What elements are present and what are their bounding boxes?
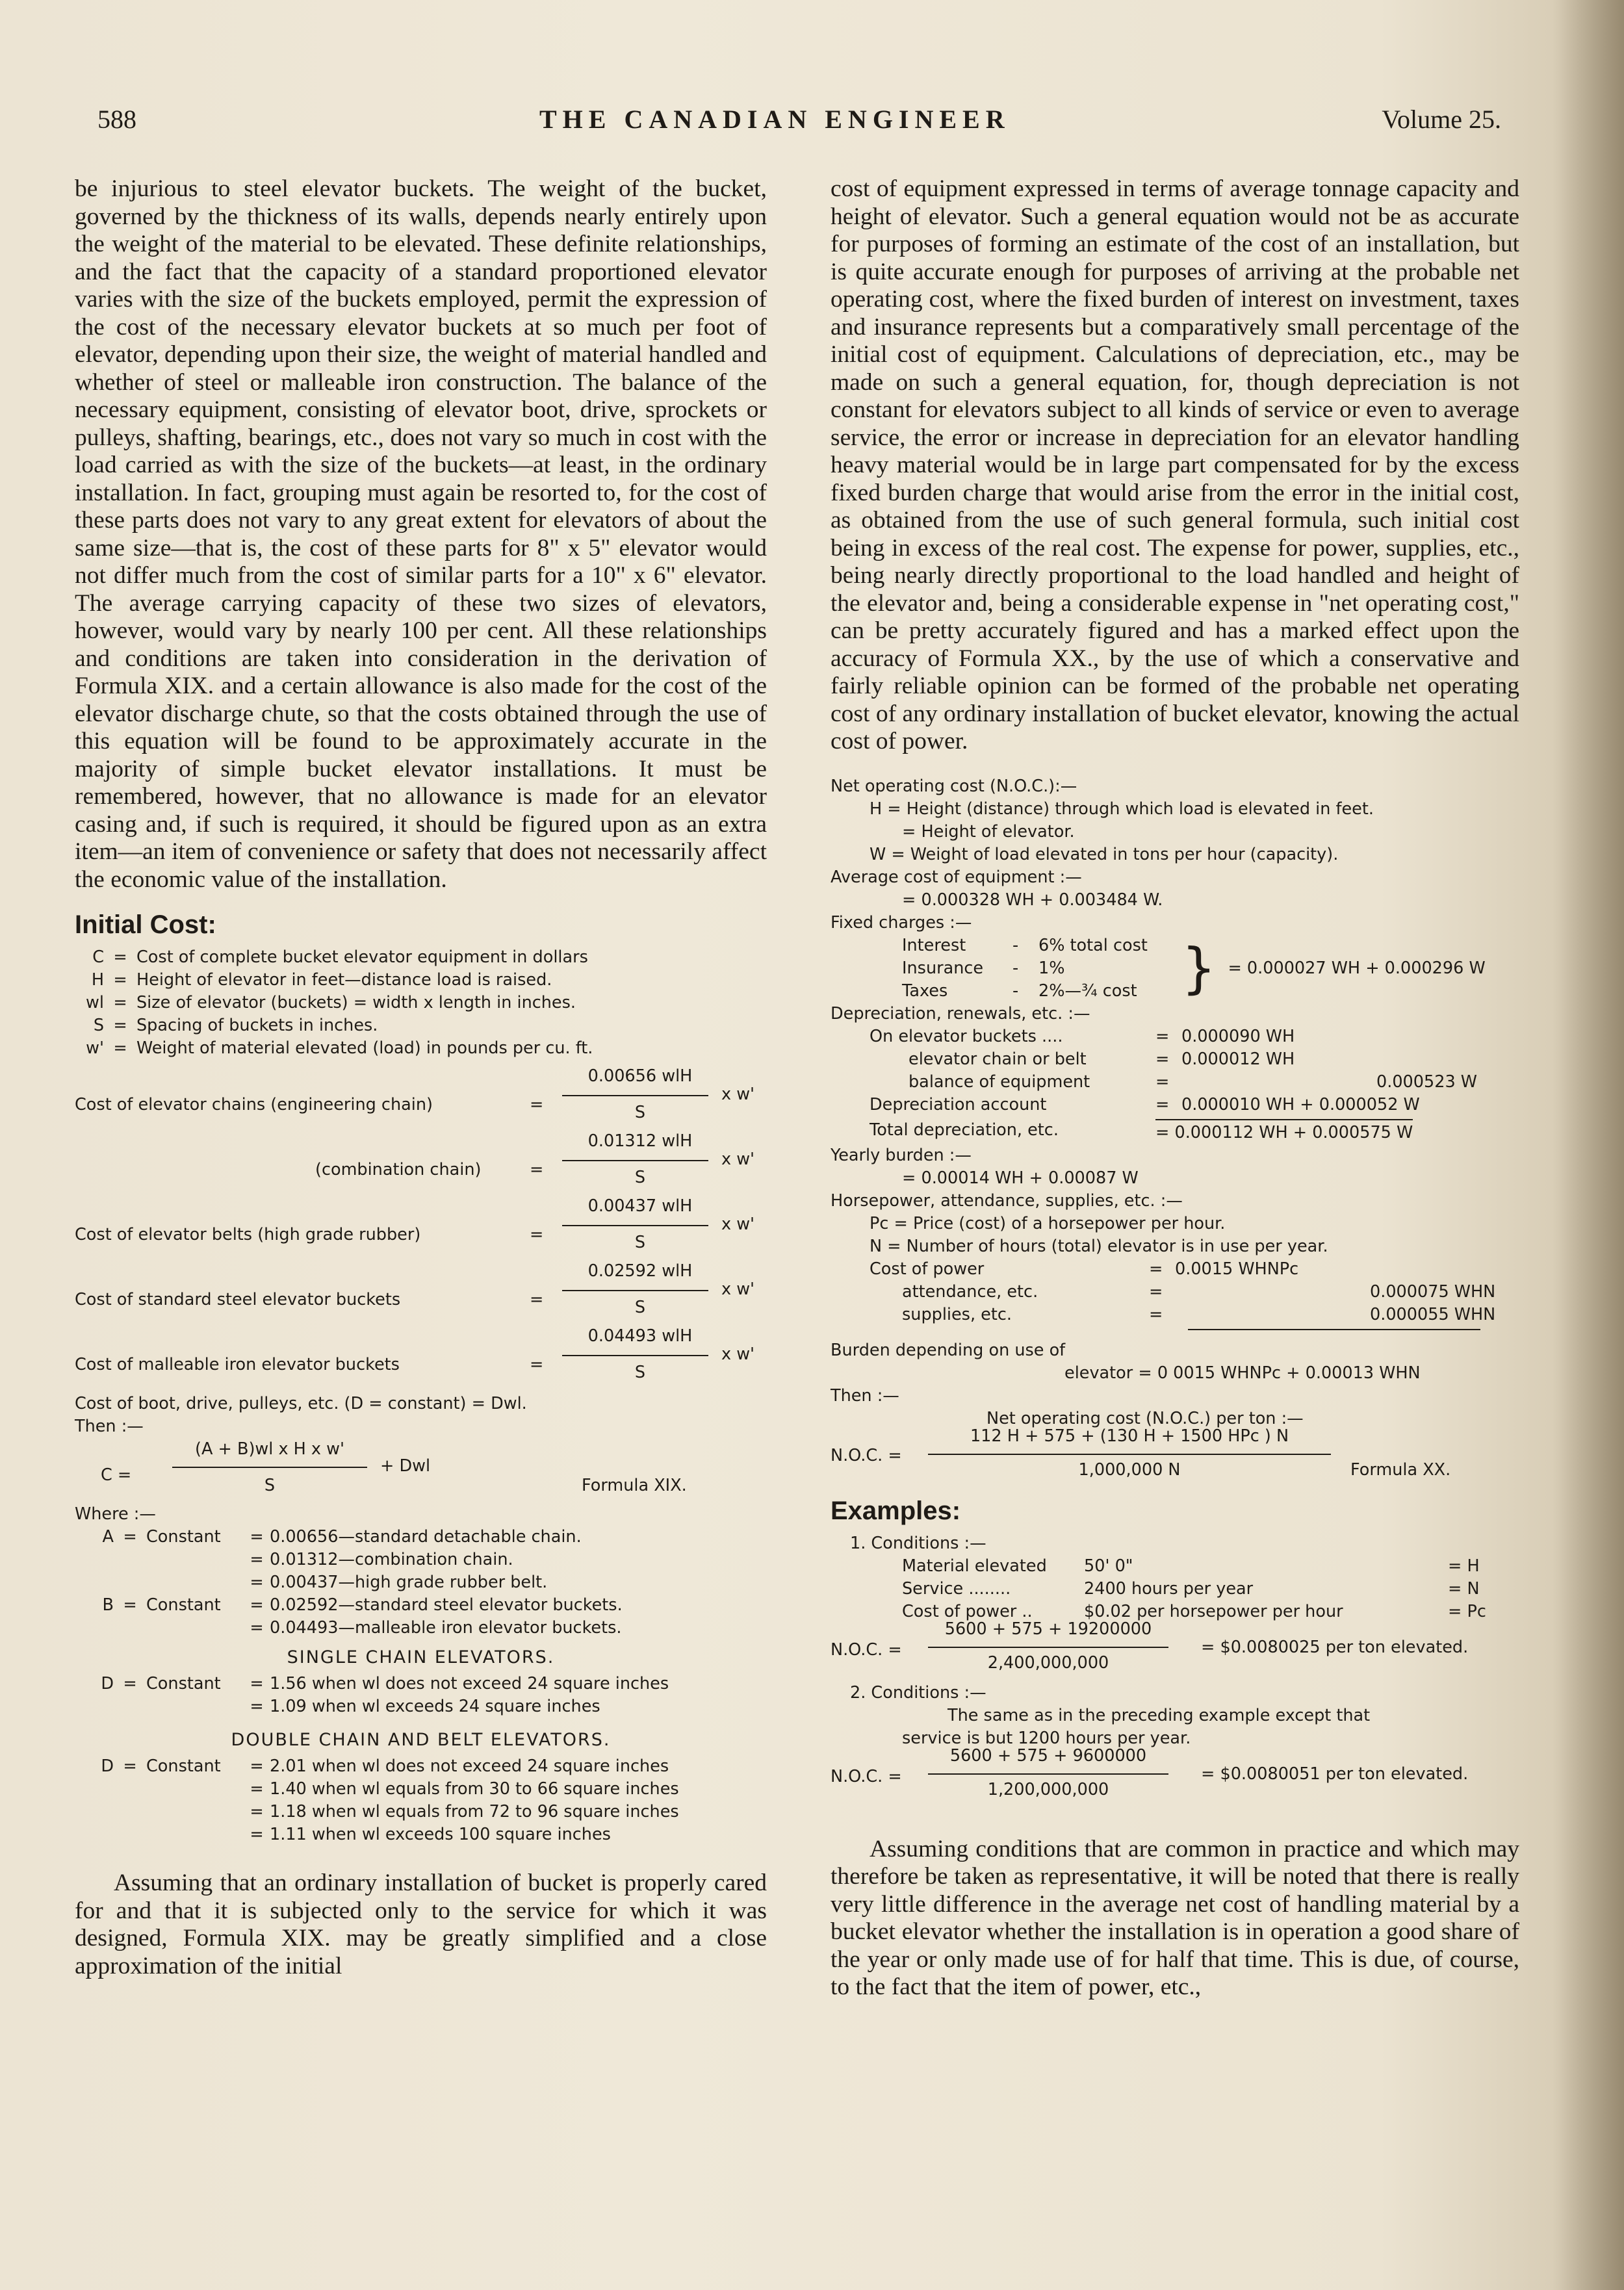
right-paragraph-1: cost of equipment expressed in terms of average tonnage capacity and height of elevator. Such a general equation would not be as accurate for purposes of forming an estimate of the cost of an installation, but is quite accurate enough for purposes of arriving at the probable net operating cost, where the fixed burden of interest on investment, taxes and insurance represents but a comparatively small percentage of the initial cost of equipment. Calculations of depreciation, etc., may be made on such a general equation, for, though depreciation is not constant for elevators subject to all kinds of service or even to average service, the error or increase in depreciation for an elevator handling heavy material would be in large part compensated for by the excess fixed burden charge that would arise from the error in the initial cost, as obtained from the use of such general formula, such initial cost being in excess of the real cost. The expense for power, supplies, etc., being nearly directly proportional to the load handled and height of the elevator and, being a considerable expense in "net operating cost," can be pretty accurately figured and has a marked effect upon the accuracy of Formula XX., by the use of which a conservative and fairly reliable opinion can be formed of the probable net operating cost of any ordinary installation of bucket elevator, knowing the actual cost of power.	[831, 175, 1519, 754]
cost-fraction	[75, 1195, 767, 1260]
cost-fraction	[75, 1065, 767, 1130]
formula-xix-plus-dwl: + Dwl	[380, 1456, 431, 1476]
yearly-burden-value: = 0.00014 WH + 0.00087 W	[902, 1168, 1139, 1188]
constant-value: 0.00437—high grade rubber belt.	[270, 1573, 548, 1592]
cost-fractions	[75, 1065, 767, 1390]
fixed-charge-value: 6% total cost	[1038, 935, 1148, 955]
example-condition-row	[902, 1555, 1519, 1578]
page-number: 588	[97, 105, 136, 134]
example-1-lhs: N.O.C. =	[831, 1640, 902, 1660]
example-1-numerator: 5600 + 575 + 19200000	[944, 1619, 1152, 1639]
volume-label: Volume 25.	[1382, 105, 1501, 134]
fixed-charge-name: Taxes	[902, 981, 948, 1001]
definition-symbol: wl	[86, 993, 104, 1012]
depreciation-row	[870, 1048, 1519, 1071]
constant-value: 1.40 when wl equals from 30 to 66 square inches	[270, 1779, 679, 1799]
noc-per-ton-label: Net operating cost (N.O.C.) per ton :—	[986, 1408, 1304, 1428]
constant-equals: =	[123, 1674, 137, 1693]
yearly-burden-label: Yearly burden :—	[831, 1145, 972, 1165]
brace: }	[1181, 936, 1217, 1000]
power-value: 0.0015 WHNPc	[1175, 1259, 1299, 1279]
h-definition: H = Height (distance) through which load is elevated in feet.	[870, 799, 1374, 819]
constant-equals-2: =	[250, 1527, 264, 1547]
constant-equals	[114, 1823, 146, 1846]
cost-fraction-label: Cost of standard steel elevator buckets	[75, 1290, 401, 1309]
cost-fraction-multiplier: x w'	[721, 1280, 755, 1299]
left-paragraph-1: be injurious to steel elevator buckets. The weight of the bucket, governed by the thickness of its walls, depends nearly entirely upon the weight of the material to be elevated. These definite relationships, and the fact that the capacity of a standard proportioned elevator varies with the size of the buckets employed, permit the expression of the cost of the necessary elevator buckets at so much per foot of elevator, depending upon their size, the weight of material handled and whether of steel or malleable iron construction. The balance of the necessary equipment, consisting of elevator boot, drive, sprockets or pulleys, shafting, bearings, etc., does not vary so much in cost with the load carried as with the size of the buckets—at least, in the ordinary installation. In fact, grouping must again be resorted to, for the cost of these parts does not vary to any great extent for elevators of about the same size—that is, the cost of these parts for 8" x 5" elevator would not differ much from the cost of similar parts for a 10" x 6" elevator. The average carrying capacity of these two sizes of elevators, however, would vary by nearly 100 per cent. All these relationships and conditions are taken into consideration in the derivation of Formula XIX. and a certain allowance is also made for the cost of the elevator discharge chute, so that the costs obtained through the use of this equation will be found to be approximately accurate in the majority of simple bucket elevator installations. It must be remembered, however, that no allowance is made for an elevator casing and, if such is required, it should be figured upon as an extra item—an item of convenience or safety that does not necessarily affect the economic value of the installation.	[75, 175, 767, 893]
cost-fraction-label: (combination chain)	[315, 1160, 482, 1179]
constant-equals-2: =	[250, 1550, 264, 1569]
cost-fraction-bar	[562, 1355, 708, 1356]
constant-equals	[114, 1571, 146, 1594]
cost-fraction-bar	[562, 1225, 708, 1226]
depreciation-name: Depreciation account	[870, 1094, 1047, 1114]
power-row	[870, 1304, 1519, 1326]
right-paragraph-2: Assuming conditions that are common in practice and which may therefore be taken as representative, it will be noted that there is really very little difference in the average net cost of handling material by a bucket elevator whether the installation is in operation a good share of the year or only made use of for half that time. This is due, of course, to the fact that the item of power, etc.,	[831, 1835, 1519, 2000]
constant-name: Constant	[146, 1595, 221, 1615]
power-sum-rule	[1188, 1329, 1480, 1330]
example-2	[831, 1682, 1519, 1805]
depreciation-name: elevator chain or belt	[909, 1049, 1087, 1069]
example-condition-value: 2400 hours per year	[1084, 1578, 1254, 1599]
power-equals: =	[1149, 1304, 1163, 1324]
formula-xx-numerator: 112 H + 575 + (130 H + 1500 HPc ) N	[970, 1426, 1289, 1446]
constant-equals-2: =	[250, 1802, 264, 1821]
constant-row	[75, 1801, 767, 1823]
constants-d-single	[75, 1673, 767, 1718]
noc-block	[831, 775, 1519, 1485]
formula-xx	[831, 1426, 1519, 1485]
depreciation-equals: =	[1155, 1026, 1170, 1046]
constant-row	[75, 1823, 767, 1846]
depreciation-equals: =	[1155, 1094, 1170, 1114]
constant-equals: =	[123, 1527, 137, 1547]
constant-symbol: D	[101, 1756, 114, 1776]
formula-xx-lhs: N.O.C. =	[831, 1445, 902, 1465]
cost-fraction-equals: =	[530, 1225, 544, 1244]
initial-cost-heading: Initial Cost:	[75, 910, 216, 939]
depreciation-row	[870, 1071, 1519, 1094]
formula-xix-numerator: (A + B)wl x H x w'	[195, 1439, 344, 1459]
constant-equals	[114, 1549, 146, 1571]
depreciation-value: 0.000523 W	[1376, 1072, 1477, 1092]
definition-row	[75, 946, 767, 969]
constant-value: 1.18 when wl equals from 72 to 96 square inches	[270, 1802, 679, 1821]
example-condition-symbol: = N	[1448, 1578, 1480, 1599]
total-depreciation-value: = 0.000112 WH + 0.000575 W	[1155, 1119, 1413, 1144]
example-condition-symbol: = Pc	[1448, 1601, 1486, 1621]
formula-xix-bar	[172, 1467, 367, 1468]
cost-fraction-denominator: S	[634, 1363, 646, 1382]
cost-fraction-multiplier: x w'	[721, 1215, 755, 1234]
example-2-text-2: service is but 1200 hours per year.	[902, 1728, 1191, 1748]
constant-equals-2: =	[250, 1595, 264, 1615]
then-label-right: Then :—	[831, 1385, 899, 1406]
cost-fraction-denominator: S	[634, 1298, 646, 1317]
fixed-charge-name: Interest	[902, 935, 966, 955]
cost-fraction-multiplier: x w'	[721, 1344, 755, 1364]
example-1	[831, 1532, 1519, 1678]
binding-shadow	[1553, 0, 1624, 2290]
constant-symbol: D	[101, 1674, 114, 1693]
depreciation-label: Depreciation, renewals, etc. :—	[831, 1003, 1090, 1023]
cost-fraction-numerator: 0.02592 wlH	[587, 1261, 693, 1281]
constant-name	[146, 1778, 244, 1801]
definitions-list	[75, 946, 767, 1060]
fixed-charges-label: Fixed charges :—	[831, 912, 972, 933]
definition-row	[75, 969, 767, 992]
constant-row	[75, 1695, 767, 1718]
constant-equals-2: =	[250, 1825, 264, 1844]
definition-text: Spacing of buckets in inches.	[136, 1016, 378, 1035]
constant-value: 0.00656—standard detachable chain.	[270, 1527, 582, 1547]
power-equals: =	[1149, 1281, 1163, 1302]
definition-text: Weight of material elevated (load) in pounds per cu. ft.	[136, 1038, 593, 1058]
fixed-charge-value: 1%	[1038, 958, 1065, 978]
power-rows	[831, 1258, 1519, 1326]
cost-fraction-equals: =	[530, 1095, 544, 1114]
formula-xix	[75, 1438, 767, 1503]
example-2-denominator: 1,200,000,000	[987, 1779, 1109, 1799]
fixed-charge-dash: -	[1012, 958, 1019, 978]
fixed-charge-name: Insurance	[902, 958, 984, 978]
constant-symbol	[75, 1801, 114, 1823]
definition-symbol: C	[92, 947, 104, 967]
constants-a	[75, 1526, 767, 1594]
fixed-charge-row	[902, 957, 1175, 980]
where-label: Where :—	[75, 1504, 156, 1524]
constant-row	[75, 1571, 767, 1594]
total-depreciation-row	[831, 1119, 1519, 1144]
example-2-calc	[831, 1745, 1519, 1805]
fixed-charges-table	[831, 934, 1519, 1003]
boot-cost-line	[75, 1393, 767, 1415]
cost-fraction-denominator: S	[634, 1233, 646, 1252]
cost-fraction-numerator: 0.00656 wlH	[587, 1066, 693, 1086]
constant-value: 1.56 when wl does not exceed 24 square inches	[270, 1674, 669, 1693]
constant-name	[146, 1695, 244, 1718]
power-row	[870, 1281, 1519, 1304]
constant-symbol	[75, 1617, 114, 1640]
constant-equals-2: =	[250, 1756, 264, 1776]
example-1-title: 1. Conditions :—	[850, 1533, 986, 1553]
constant-name	[146, 1571, 244, 1594]
noc-title: Net operating cost (N.O.C.):—	[831, 776, 1077, 796]
constant-name: Constant	[146, 1527, 221, 1547]
examples-heading: Examples:	[831, 1496, 961, 1525]
constant-equals-2: =	[250, 1674, 264, 1693]
constant-equals	[114, 1695, 146, 1718]
constant-equals: =	[123, 1756, 137, 1776]
definition-equals: =	[113, 970, 127, 990]
constant-value: 1.11 when wl exceeds 100 square inches	[270, 1825, 611, 1844]
depreciation-name: balance of equipment	[909, 1072, 1090, 1092]
depreciation-row	[870, 1094, 1519, 1116]
right-column	[831, 175, 1519, 2001]
depreciation-equals: =	[1155, 1049, 1170, 1069]
example-condition-row	[902, 1578, 1519, 1601]
formula-xix-lhs: C =	[101, 1465, 132, 1485]
pc-definition: Pc = Price (cost) of a horsepower per hour.	[870, 1213, 1226, 1233]
cost-fraction-bar	[562, 1160, 708, 1161]
definition-text: Cost of complete bucket elevator equipment in dollars	[136, 947, 588, 967]
horsepower-label: Horsepower, attendance, supplies, etc. :—	[831, 1190, 1183, 1211]
h-definition-2: = Height of elevator.	[902, 821, 1075, 842]
constant-row	[75, 1755, 767, 1778]
example-1-conditions	[831, 1555, 1519, 1623]
example-condition-value: $0.02 per horsepower per hour	[1084, 1601, 1343, 1621]
cost-fraction-equals: =	[530, 1355, 544, 1374]
fixed-charge-dash: -	[1012, 935, 1019, 955]
cost-fraction-numerator: 0.04493 wlH	[587, 1326, 693, 1346]
constant-value: 1.09 when wl exceeds 24 square inches	[270, 1697, 600, 1716]
definition-equals: =	[113, 947, 127, 967]
depreciation-name: On elevator buckets ....	[870, 1026, 1063, 1046]
burden-line-1: Burden depending on use of	[831, 1340, 1066, 1360]
constants-d-double	[75, 1755, 767, 1846]
running-header	[97, 104, 1501, 143]
formula-xix-label: Formula XIX.	[582, 1476, 687, 1495]
constant-name	[146, 1823, 244, 1846]
constant-row	[75, 1673, 767, 1695]
example-condition-name: Material elevated	[902, 1556, 1047, 1576]
cost-fraction-equals: =	[530, 1290, 544, 1309]
n-definition: N = Number of hours (total) elevator is in use per year.	[870, 1236, 1328, 1256]
constant-name: Constant	[146, 1674, 221, 1693]
fixed-charge-dash: -	[1012, 981, 1019, 1001]
power-name: supplies, etc.	[902, 1304, 1012, 1324]
constant-symbol	[75, 1571, 114, 1594]
depreciation-value: 0.000090 WH	[1181, 1026, 1295, 1046]
fixed-charge-row	[902, 934, 1175, 957]
formula-xx-bar	[928, 1454, 1331, 1455]
constant-name	[146, 1801, 244, 1823]
definition-symbol: w'	[86, 1038, 104, 1058]
definition-symbol: H	[91, 970, 104, 990]
definition-text: Size of elevator (buckets) = width x length in inches.	[136, 993, 576, 1012]
constant-equals: =	[123, 1595, 137, 1615]
definition-equals: =	[113, 1038, 127, 1058]
fixed-charges-total: = 0.000027 WH + 0.000296 W	[1228, 958, 1486, 978]
journal-title: THE CANADIAN ENGINEER	[539, 105, 1011, 134]
constant-value: 0.01312—combination chain.	[270, 1550, 513, 1569]
constant-row	[75, 1549, 767, 1571]
constant-symbol	[75, 1823, 114, 1846]
avg-cost-value: = 0.000328 WH + 0.003484 W.	[902, 890, 1163, 910]
power-row	[870, 1258, 1519, 1281]
depreciation-value: 0.000012 WH	[1181, 1049, 1295, 1069]
constant-equals	[114, 1617, 146, 1640]
depreciation-equals: =	[1155, 1072, 1170, 1092]
definition-equals: =	[113, 1016, 127, 1035]
constant-symbol: A	[102, 1527, 114, 1547]
fixed-charge-value: 2%—¾ cost	[1038, 981, 1137, 1001]
example-condition-symbol: = H	[1448, 1556, 1480, 1576]
constant-row	[75, 1594, 767, 1617]
single-chain-heading: SINGLE CHAIN ELEVATORS.	[287, 1647, 555, 1667]
definition-row	[75, 1014, 767, 1037]
example-1-result: = $0.0080025 per ton elevated.	[1201, 1637, 1469, 1657]
power-name: attendance, etc.	[902, 1281, 1038, 1302]
cost-fraction	[75, 1325, 767, 1390]
constant-equals-2: =	[250, 1697, 264, 1716]
depreciation-row	[870, 1025, 1519, 1048]
formula-xx-denominator: 1,000,000 N	[1078, 1460, 1181, 1480]
boot-cost-text: Cost of boot, drive, pulleys, etc. (D = constant) = Dwl.	[75, 1394, 527, 1413]
constants-b	[75, 1594, 767, 1640]
definition-symbol: S	[93, 1016, 104, 1035]
constant-row	[75, 1617, 767, 1640]
constant-row	[75, 1526, 767, 1549]
example-1-denominator: 2,400,000,000	[987, 1653, 1109, 1673]
constant-equals	[114, 1801, 146, 1823]
depreciation-rows	[831, 1025, 1519, 1116]
power-value: 0.000055 WHN	[1370, 1304, 1496, 1324]
total-depreciation-label: Total depreciation, etc.	[870, 1120, 1059, 1140]
cost-fraction-bar	[562, 1095, 708, 1096]
definition-row	[75, 1037, 767, 1060]
example-2-numerator: 5600 + 575 + 9600000	[949, 1745, 1147, 1766]
constant-equals-2: =	[250, 1779, 264, 1799]
cost-fraction-multiplier: x w'	[721, 1150, 755, 1169]
w-definition: W = Weight of load elevated in tons per hour (capacity).	[870, 844, 1339, 864]
cost-fraction-multiplier: x w'	[721, 1085, 755, 1104]
example-2-text-1: The same as in the preceding example except that	[947, 1705, 1371, 1725]
cost-fraction-label: Cost of malleable iron elevator buckets	[75, 1355, 400, 1374]
constant-row	[75, 1778, 767, 1801]
avg-cost-label: Average cost of equipment :—	[831, 867, 1082, 887]
constant-equals	[114, 1778, 146, 1801]
left-column	[75, 175, 767, 1980]
constant-value: 0.02592—standard steel elevator buckets.	[270, 1595, 623, 1615]
cost-fraction	[75, 1260, 767, 1325]
constant-name	[146, 1617, 244, 1640]
example-condition-name: Cost of power ..	[902, 1601, 1033, 1621]
power-equals: =	[1149, 1259, 1163, 1279]
constant-name	[146, 1549, 244, 1571]
double-chain-heading: DOUBLE CHAIN AND BELT ELEVATORS.	[231, 1730, 611, 1750]
definition-equals: =	[113, 993, 127, 1012]
example-condition-value: 50' 0"	[1084, 1556, 1133, 1576]
formula-xx-label: Formula XX.	[1350, 1460, 1451, 1480]
cost-fraction-denominator: S	[634, 1168, 646, 1187]
constant-equals-2: =	[250, 1573, 264, 1592]
example-2-bar	[928, 1773, 1168, 1775]
then-label: Then :—	[75, 1417, 144, 1436]
definition-row	[75, 992, 767, 1014]
constant-value: 0.04493—malleable iron elevator buckets.	[270, 1618, 622, 1638]
constant-symbol	[75, 1549, 114, 1571]
example-2-title: 2. Conditions :—	[850, 1682, 986, 1703]
fixed-charges-rows	[831, 934, 1175, 1003]
example-1-bar	[928, 1647, 1168, 1648]
cost-fraction-label: Cost of elevator belts (high grade rubber)	[75, 1225, 421, 1244]
example-1-calc	[831, 1619, 1519, 1678]
power-value: 0.000075 WHN	[1370, 1281, 1496, 1302]
burden-line-2: elevator = 0 0015 WHNPc + 0.00013 WHN	[1064, 1363, 1421, 1383]
example-2-lhs: N.O.C. =	[831, 1766, 902, 1786]
constant-equals-2: =	[250, 1618, 264, 1638]
cost-fraction	[75, 1130, 767, 1195]
example-condition-name: Service ........	[902, 1578, 1011, 1599]
cost-fraction-denominator: S	[634, 1103, 646, 1122]
definition-text: Height of elevator in feet—distance load is raised.	[136, 970, 552, 990]
power-name: Cost of power	[870, 1259, 985, 1279]
example-2-result: = $0.0080051 per ton elevated.	[1201, 1764, 1469, 1784]
cost-fraction-numerator: 0.01312 wlH	[587, 1131, 693, 1151]
cost-fraction-equals: =	[530, 1160, 544, 1179]
constant-symbol	[75, 1778, 114, 1801]
depreciation-value: 0.000010 WH + 0.000052 W	[1181, 1094, 1420, 1114]
constant-symbol	[75, 1695, 114, 1718]
left-paragraph-2: Assuming that an ordinary installation of bucket is properly cared for and that it is subjected only to the service for which it was designed, Formula XIX. may be greatly simplified and a close approximation of the initial	[75, 1870, 767, 1979]
constant-value: 2.01 when wl does not exceed 24 square inches	[270, 1756, 669, 1776]
fixed-charge-row	[902, 980, 1175, 1003]
constant-name: Constant	[146, 1756, 221, 1776]
constant-symbol: B	[102, 1595, 114, 1615]
formula-xix-denominator: S	[264, 1476, 276, 1495]
cost-fraction-bar	[562, 1290, 708, 1291]
cost-fraction-numerator: 0.00437 wlH	[587, 1196, 693, 1216]
cost-fraction-label: Cost of elevator chains (engineering chain)	[75, 1095, 433, 1114]
